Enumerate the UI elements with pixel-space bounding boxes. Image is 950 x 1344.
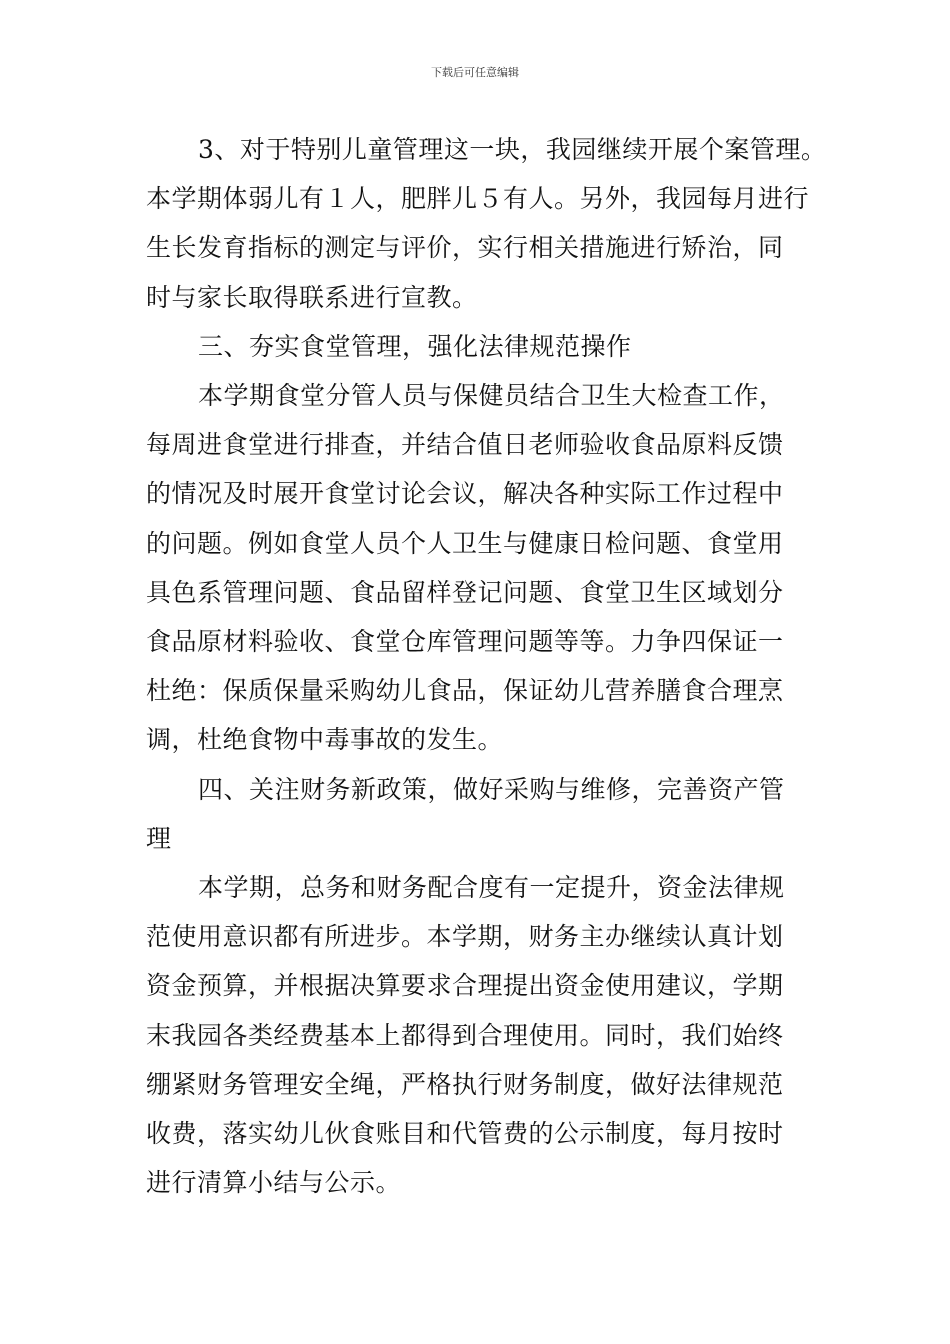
paragraph-finance — [146, 863, 811, 1207]
text-line: 三、夯实食堂管理，强化法律规范操作 — [198, 331, 632, 361]
text-line: 食品原材料验收、食堂仓库管理问题等等。力争四保证一 — [146, 627, 784, 657]
text-line: 生长发育指标的测定与评价，实行相关措施进行矫治，同 — [146, 233, 784, 263]
text-line: 本学期，总务和财务配合度有一定提升，资金法律规 — [198, 873, 785, 903]
text-line: 的情况及时展开食堂讨论会议，解决各种实际工作过程中 — [146, 479, 784, 509]
paragraph-canteen — [146, 371, 811, 765]
text-line: 时与家长取得联系进行宣教。 — [146, 282, 478, 312]
text-line: 进行清算小结与公示。 — [146, 1168, 402, 1198]
text-line: 绷紧财务管理安全绳，严格执行财务制度，做好法律规范 — [146, 1069, 784, 1099]
page-header: 下载后可任意编辑 — [431, 66, 519, 79]
text-line: 本学期体弱儿有１人，肥胖儿５有人。另外，我园每月进行 — [146, 184, 810, 214]
text-line: 的问题。例如食堂人员个人卫生与健康日检问题、食堂用 — [146, 528, 784, 558]
document-body — [146, 125, 827, 1207]
text-line: 收费，落实幼儿伙食账目和代管费的公示制度，每月按时 — [146, 1119, 784, 1149]
text-line: 范使用意识都有所进步。本学期，财务主办继续认真计划 — [146, 922, 784, 952]
text-line: 末我园各类经费基本上都得到合理使用。同时，我们始终 — [146, 1020, 784, 1050]
section-heading-finance — [146, 765, 811, 863]
text-line: 资金预算，并根据决算要求合理提出资金使用建议，学期 — [146, 971, 784, 1001]
text-line: 调，杜绝食物中毒事故的发生。 — [146, 725, 504, 755]
section-heading-canteen — [146, 322, 811, 371]
text-line: 杜绝：保质保量采购幼儿食品，保证幼儿营养膳食合理烹 — [146, 676, 784, 706]
paragraph-special-children — [146, 125, 827, 322]
text-line: 理 — [146, 823, 172, 853]
text-line: 本学期食堂分管人员与保健员结合卫生大检查工作， — [198, 381, 785, 411]
text-line: 每周进食堂进行排查，并结合值日老师验收食品原料反馈 — [146, 430, 784, 460]
text-line: 3、对于特别儿童管理这一块，我园继续开展个案管理。 — [198, 135, 827, 164]
text-line: 四、关注财务新政策，做好采购与维修，完善资产管 — [198, 774, 785, 804]
text-line: 具色系管理问题、食品留样登记问题、食堂卫生区域划分 — [146, 577, 784, 607]
